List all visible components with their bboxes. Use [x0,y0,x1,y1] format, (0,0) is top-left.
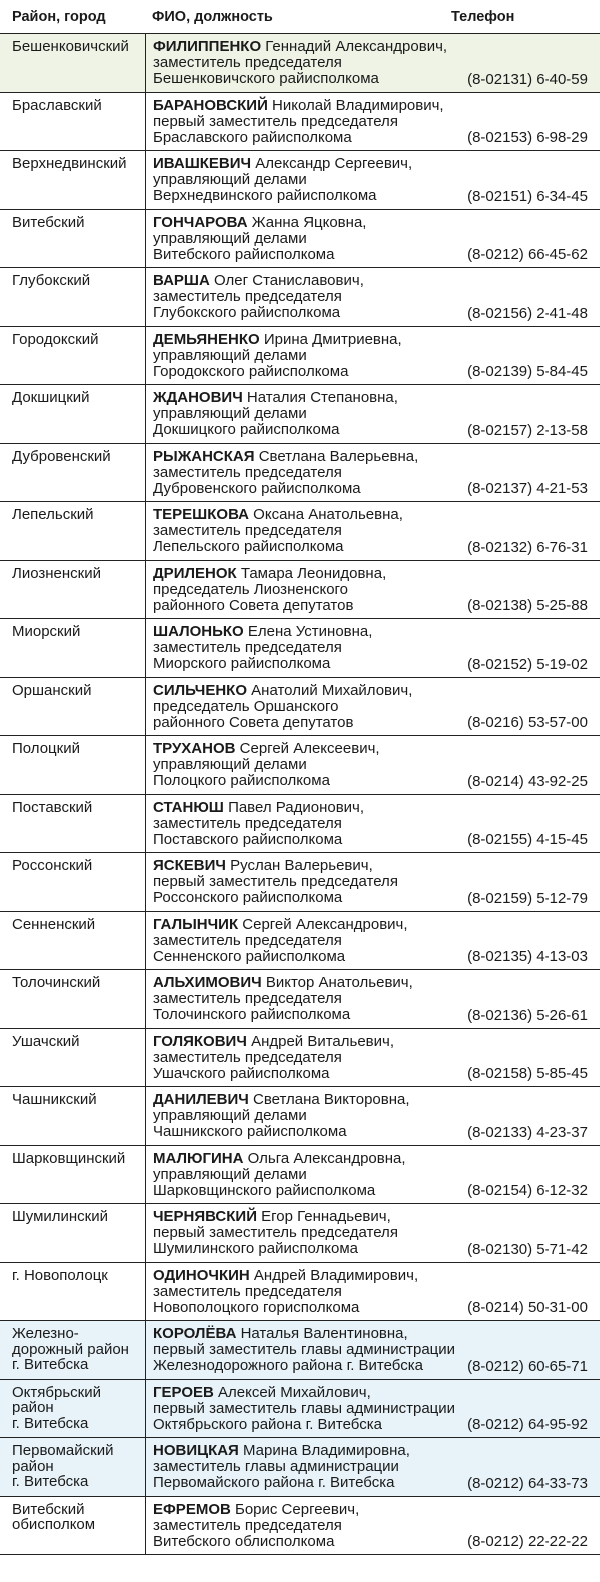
position-line-1: председатель Лиозненского [153,580,349,598]
position-line-2: Поставского райисполкома [153,830,343,848]
district-cell: Браславский [0,93,146,151]
district-cell: Бешенковичский [0,34,146,92]
person-surname: ЯСКЕВИЧ [153,857,226,874]
position-line-1: первый заместитель председателя [153,1224,398,1241]
person-cell: ГЕРОЕВ Алексей Михайлович, первый заместитель главы администрации Октябрьского района г. Витебска [153,1385,600,1433]
phone-number: (8-02132) 6-76-31 [467,538,588,556]
person-cell: ШАЛОНЬКО Елена Устиновна, заместитель председателя Миорского райисполкома [153,624,600,672]
person-surname: СИЛЬЧЕНКО [153,681,247,699]
table-row [0,1321,600,1380]
header-person: ФИО, должность [152,9,273,25]
table-row [0,385,600,444]
person-surname: ДАНИЛЕВИЧ [153,1091,249,1108]
phone-number: (8-0212) 60-65-71 [467,1357,588,1375]
district-cell: Шарковщинский [0,1146,146,1204]
position-line-2: Верхнедвинского райисполкома [153,187,377,204]
district-cell: Миорский [0,619,146,677]
person-cell: ТРУХАНОВ Сергей Алексеевич, управляющий делами Полоцкого райисполкома [153,741,600,789]
phone-number: (8-0212) 66-45-62 [467,246,588,263]
person-given-name: Ирина Дмитриевна [263,330,398,348]
person-cell: ДРИЛЕНОК Тамара Леонидовна, председатель Лиозненского районного Совета депутатов [153,566,600,614]
position-line-2: Первомайского района г. Витебска [153,1474,395,1491]
person-given-name: Оксана Анатольевна [253,506,399,523]
person-cell: ГОНЧАРОВА Жанна Яцковна, управляющий делами Витебского райисполкома [153,215,600,263]
table-row [0,912,600,971]
position-line-2: Миорского райисполкома [153,655,331,672]
person-cell: БАРАНОВСКИЙ Николай Владимирович, первый заместитель председателя Браславского райисполкома [153,98,600,146]
position-line-1: заместитель председателя [153,639,342,656]
person-surname: ГОЛЯКОВИЧ [153,1032,247,1050]
person-surname: ГОНЧАРОВА [153,213,248,231]
district-cell: Глубокский [0,268,146,326]
table-row [0,1204,600,1263]
position-line-2: Лепельского райисполкома [153,538,344,555]
person-given-name: Виктор Анатольевич [265,974,409,991]
table-row [0,970,600,1029]
table-row [0,1380,600,1439]
person-surname: СТАНЮШ [153,798,224,816]
district-cell: Верхнедвинский [0,151,146,209]
position-line-2: Толочинского райисполкома [153,1006,351,1023]
phone-number: (8-02138) 5-25-88 [467,597,588,614]
table-row [0,853,600,912]
position-line-1: заместитель председателя [153,463,342,481]
phone-number: (8-02152) 5-19-02 [467,655,588,673]
position-line-1: заместитель председателя [153,931,342,949]
table-row [0,1497,600,1556]
header-phone: Телефон [451,9,515,25]
position-line-1: первый заместитель председателя [153,112,398,130]
district-cell: Городокский [0,327,146,385]
person-given-name: Николай Владимирович [272,96,440,114]
person-given-name: Светлана Валерьевна [258,447,415,465]
position-line-2: Чашникского райисполкома [153,1123,347,1140]
person-given-name: Руслан Валерьевич [230,857,369,874]
person-cell: ЯСКЕВИЧ Руслан Валерьевич, первый заместитель председателя Россонского райисполкома [153,858,600,906]
person-given-name: Геннадий Александрович [265,38,443,55]
table-row [0,210,600,269]
table-row [0,1146,600,1205]
person-cell: ДАНИЛЕВИЧ Светлана Викторовна, управляющий делами Чашникского райисполкома [153,1092,600,1140]
person-cell: ЖДАНОВИЧ Наталия Степановна, управляющий делами Докшицкого райисполкома [153,390,600,438]
phone-number: (8-02153) 6-98-29 [467,129,588,146]
position-line-2: Браславского райисполкома [153,128,352,146]
person-given-name: Олег Станиславович [214,272,360,289]
position-line-2: районного Совета депутатов [153,713,354,731]
person-cell: АЛЬХИМОВИЧ Виктор Анатольевич, заместитель председателя Толочинского райисполкома [153,975,600,1023]
person-given-name: Борис Сергеевич [234,1500,356,1518]
position-line-2: Шумилинского райисполкома [153,1240,358,1257]
phone-number: (8-02133) 4-23-37 [467,1123,588,1141]
position-line-2: Бешенковичского райисполкома [153,70,379,87]
person-cell: ДЕМЬЯНЕНКО Ирина Дмитриевна, управляющий делами Городокского райисполкома [153,332,600,380]
position-line-1: заместитель главы администрации [153,1458,399,1475]
person-surname: РЫЖАНСКАЯ [153,447,255,465]
position-line-2: Витебского облисполкома [153,1532,335,1550]
position-line-1: заместитель председателя [153,1516,342,1534]
phone-number: (8-02157) 2-13-58 [467,421,588,439]
district-cell: Лепельский [0,502,146,560]
phone-number: (8-0214) 50-31-00 [467,1299,588,1316]
person-cell: ГОЛЯКОВИЧ Андрей Витальевич, заместитель председателя Ушачского райисполкома [153,1034,600,1082]
table-row [0,736,600,795]
position-line-2: Дубровенского райисполкома [153,479,361,497]
position-line-2: Шарковщинского райисполкома [153,1181,376,1199]
person-surname: ТРУХАНОВ [153,740,236,757]
table-row [0,268,600,327]
person-cell: ИВАШКЕВИЧ Александр Сергеевич, управляющий делами Верхнедвинского райисполкома [153,156,600,204]
table-row [0,795,600,854]
person-surname: ЕФРЕМОВ [153,1500,231,1518]
position-line-2: Глубокского райисполкома [153,304,341,321]
position-line-1: заместитель председателя [153,54,342,71]
district-cell: Поставский [0,795,146,853]
person-surname: ФИЛИППЕНКО [153,38,262,55]
position-line-1: управляющий делами [153,405,307,422]
position-line-1: заместитель председателя [153,990,342,1007]
position-line-1: управляющий делами [153,1107,307,1124]
phone-number: (8-0214) 43-92-25 [467,772,588,790]
person-given-name: Анатолий Михайлович [251,681,409,699]
person-given-name: Сергей Алексеевич [239,740,376,757]
person-surname: ШАЛОНЬКО [153,623,244,640]
district-cell: Чашникский [0,1087,146,1145]
district-cell: Витебский обисполком [0,1497,146,1555]
person-surname: ЖДАНОВИЧ [153,389,243,406]
district-cell: Оршанский [0,678,146,736]
person-surname: КОРОЛЁВА [153,1325,237,1342]
position-line-1: заместитель председателя [153,1282,342,1300]
person-given-name: Алексей Михайлович [218,1383,367,1401]
person-surname: ЧЕРНЯВСКИЙ [153,1208,257,1225]
person-surname: ВАРША [153,272,210,289]
district-cell: Витебский [0,210,146,268]
district-cell: Дубровенский [0,444,146,502]
position-line-1: управляющий делами [153,1165,307,1183]
position-line-2: районного Совета депутатов [153,596,354,614]
person-surname: МАЛЮГИНА [153,1149,244,1167]
person-given-name: Марина Владимировна [243,1442,406,1459]
phone-number: (8-0212) 64-33-73 [467,1474,588,1492]
phone-number: (8-02130) 5-71-42 [467,1240,588,1258]
person-given-name: Светлана Викторовна [253,1091,406,1108]
position-line-2: Сенненского райисполкома [153,947,346,965]
table-row [0,1263,600,1322]
person-cell: ЕФРЕМОВ Борис Сергеевич, заместитель председателя Витебского облисполкома [153,1502,600,1550]
district-cell: Железно- дорожный район г. Витебска [0,1321,146,1379]
phone-number: (8-0216) 53-57-00 [467,714,588,731]
person-cell: РЫЖАНСКАЯ Светлана Валерьевна, заместитель председателя Дубровенского райисполкома [153,449,600,497]
person-surname: ДЕМЬЯНЕНКО [153,330,260,348]
person-given-name: Егор Геннадьевич [261,1208,387,1225]
person-given-name: Наталья Валентиновна [240,1325,404,1342]
position-line-2: Железнодорожного района г. Витебска [153,1357,423,1374]
position-line-2: Россонского райисполкома [153,889,343,906]
district-cell: Докшицкий [0,385,146,443]
phone-number: (8-02159) 5-12-79 [467,889,588,907]
position-line-1: заместитель председателя [153,288,342,305]
position-line-1: первый заместитель главы администрации [153,1399,456,1417]
position-line-2: Новополоцкого горисполкома [153,1298,360,1316]
person-surname: НОВИЦКАЯ [153,1442,239,1459]
table-row [0,151,600,210]
district-cell: Полоцкий [0,736,146,794]
person-given-name: Наталия Степановна [246,389,394,406]
district-cell: Октябрьский район г. Витебска [0,1380,146,1438]
person-given-name: Андрей Владимирович [253,1266,414,1284]
phone-number: (8-02158) 5-85-45 [467,1065,588,1082]
phone-number: (8-02154) 6-12-32 [467,1182,588,1199]
person-surname: ДРИЛЕНОК [153,564,237,582]
table-row [0,1029,600,1088]
position-line-1: первый заместитель председателя [153,873,398,890]
person-surname: АЛЬХИМОВИЧ [153,974,262,991]
phone-number: (8-02156) 2-41-48 [467,304,588,322]
district-cell: Лиозненский [0,561,146,619]
person-given-name: Елена Устиновна [247,623,369,640]
person-given-name: Сергей Александрович [242,915,404,933]
position-line-1: заместитель председателя [153,814,342,832]
position-line-1: управляющий делами [153,171,307,188]
person-cell: СТАНЮШ Павел Радионович, заместитель председателя Поставского райисполкома [153,800,600,848]
position-line-2: Витебского райисполкома [153,245,335,263]
table-row [0,327,600,386]
position-line-1: управляющий делами [153,346,307,364]
position-line-1: председатель Оршанского [153,697,339,715]
table-row [0,444,600,503]
position-line-2: Октябрьского района г. Витебска [153,1415,382,1433]
person-given-name: Тамара Леонидовна [240,564,383,582]
table-row [0,502,600,561]
phone-number: (8-0212) 22-22-22 [467,1533,588,1550]
person-cell: СИЛЬЧЕНКО Анатолий Михайлович, председатель Оршанского районного Совета депутатов [153,683,600,731]
person-surname: БАРАНОВСКИЙ [153,96,268,114]
person-surname: ТЕРЕШКОВА [153,506,249,523]
person-surname: ГЕРОЕВ [153,1383,214,1401]
district-cell: Ушачский [0,1029,146,1087]
table-row [0,619,600,678]
district-cell: Россонский [0,853,146,911]
position-line-2: Ушачского райисполкома [153,1064,330,1082]
person-given-name: Ольга Александровна [247,1149,402,1167]
table-row [0,1087,600,1146]
person-given-name: Андрей Витальевич [251,1032,390,1050]
table-row [0,93,600,152]
phone-number: (8-02151) 6-34-45 [467,187,588,205]
phone-number: (8-02135) 4-13-03 [467,948,588,965]
person-cell: МАЛЮГИНА Ольга Александровна, управляющий делами Шарковщинского райисполкома [153,1151,600,1199]
person-cell: ТЕРЕШКОВА Оксана Анатольевна, заместитель председателя Лепельского райисполкома [153,507,600,555]
table-row [0,34,600,93]
person-given-name: Александр Сергеевич [255,155,408,172]
person-cell: ГАЛЫНЧИК Сергей Александрович, заместитель председателя Сенненского райисполкома [153,917,600,965]
person-surname: ГАЛЫНЧИК [153,915,239,933]
table-row [0,1438,600,1497]
table-header [0,0,600,34]
person-cell: ЧЕРНЯВСКИЙ Егор Геннадьевич, первый заместитель председателя Шумилинского райисполкома [153,1209,600,1257]
person-given-name: Жанна Яцковна [251,213,363,231]
position-line-1: заместитель председателя [153,1048,342,1066]
position-line-2: Полоцкого райисполкома [153,772,330,789]
table-row [0,561,600,620]
phone-number: (8-02136) 5-26-61 [467,1006,588,1024]
position-line-1: заместитель председателя [153,522,342,539]
position-line-1: первый заместитель главы администрации [153,1341,456,1358]
position-line-1: управляющий делами [153,229,307,247]
district-cell: Сенненский [0,912,146,970]
person-surname: ИВАШКЕВИЧ [153,155,252,172]
phone-number: (8-02155) 4-15-45 [467,831,588,848]
person-surname: ОДИНОЧКИН [153,1266,250,1284]
phone-number: (8-0212) 64-95-92 [467,1416,588,1433]
district-cell: Первомайский район г. Витебска [0,1438,146,1496]
person-cell: ВАРША Олег Станиславович, заместитель председателя Глубокского райисполкома [153,273,600,321]
district-cell: г. Новополоцк [0,1263,146,1321]
position-line-2: Городокского райисполкома [153,362,349,380]
phone-number: (8-02137) 4-21-53 [467,480,588,497]
person-cell: ОДИНОЧКИН Андрей Владимирович, заместитель председателя Новополоцкого горисполкома [153,1268,600,1316]
person-cell: КОРОЛЁВА Наталья Валентиновна, первый заместитель главы администрации Железнодорожного района г. Витебска [153,1326,600,1374]
phone-number: (8-02139) 5-84-45 [467,363,588,380]
person-cell: ФИЛИППЕНКО Геннадий Александрович, заместитель председателя Бешенковичского райисполкома [153,39,600,87]
district-cell: Шумилинский [0,1204,146,1262]
table-body [0,34,600,1555]
header-district: Район, город [12,9,106,25]
phone-number: (8-02131) 6-40-59 [467,70,588,88]
position-line-2: Докшицкого райисполкома [153,421,340,438]
person-given-name: Павел Радионович [228,798,360,816]
position-line-1: управляющий делами [153,756,307,773]
district-cell: Толочинский [0,970,146,1028]
table-row [0,678,600,737]
person-cell: НОВИЦКАЯ Марина Владимировна, заместитель главы администрации Первомайского района г. Витебска [153,1443,600,1491]
